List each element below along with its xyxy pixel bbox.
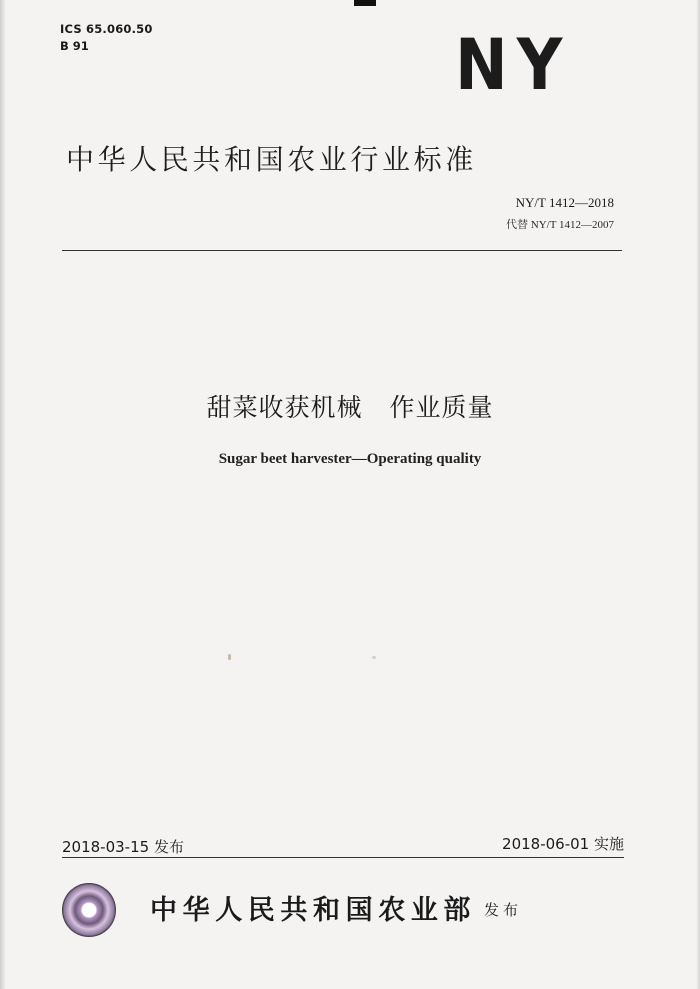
document-title-english: Sugar beet harvester—Operating quality [218, 451, 482, 467]
publish-label: 发布 [484, 901, 523, 919]
ministry-seal-icon [62, 883, 116, 937]
ny-logo: NY [455, 24, 572, 106]
paper-speck [372, 656, 376, 659]
implementation-date: 2018-06-01 实施 [502, 835, 624, 853]
publisher-name: 中华人民共和国农业部 [150, 895, 476, 926]
scan-edge-right [696, 0, 700, 989]
paper-speck [228, 654, 231, 660]
ccs-code: B 91 [60, 39, 89, 53]
header-divider [62, 250, 622, 251]
standard-number: NY/T 1412—2018 [515, 195, 614, 210]
scan-mark [354, 0, 376, 6]
footer-divider [62, 857, 624, 858]
scan-edge-left [0, 0, 6, 989]
replaces-standard: 代替 NY/T 1412—2007 [506, 219, 614, 231]
document-title-chinese: 甜菜收获机械 作业质量 [206, 393, 494, 422]
standard-type-heading: 中华人民共和国农业行业标准 [66, 143, 477, 176]
ics-code: ICS 65.060.50 [60, 22, 153, 36]
issue-date: 2018-03-15 发布 [62, 838, 184, 856]
